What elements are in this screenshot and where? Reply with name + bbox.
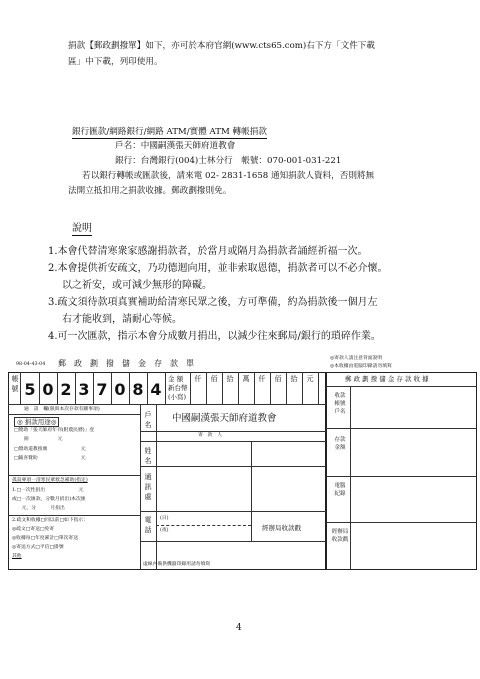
bank-header: 銀行匯款/網路銀行/網路 ATM/實體 ATM 轉帳捐款: [72, 127, 267, 137]
account-label: 帳號: [11, 375, 19, 393]
intro-line-2: 區」中下載，列印使用。: [68, 57, 163, 67]
receipt-line-4[interactable]: ◎寄送方式□平信□掛號: [12, 545, 64, 550]
account-digit: 2: [60, 380, 72, 399]
explain-item-2: 2.本會提供祈安疏文，乃功德迴向用，並非索取恩德，捐款者可以不必介懷。: [48, 263, 388, 274]
amount-unit: 仟: [194, 375, 202, 383]
machine-note: 虛線內備供機器印錄用請勿填寫: [143, 562, 211, 567]
name-label: 姓名: [144, 447, 152, 465]
right-notice-2: ◎本收據由電腦印錄請勿填寫: [330, 364, 392, 369]
amount-unit: 萬: [242, 375, 250, 383]
phone-night[interactable]: (夜): [160, 528, 169, 533]
receipt-line-2[interactable]: ◎疏文□寄送□免寄: [12, 527, 55, 532]
right-notice-1: ◎寄款人請注意背面說明: [330, 356, 383, 361]
page-number: 4: [236, 623, 242, 633]
form-code: 98-04-43-04: [16, 362, 46, 367]
receipt-field-account: 收款帳號戶名: [334, 393, 346, 415]
form-title: 郵 政 劃 撥 儲 金 存 款 單: [58, 359, 194, 368]
explain-title: 說明: [72, 223, 92, 234]
explain-item-1: 1.本會代替清寒衆家感謝捐款者，於當月或隔月為捐款者誦經祈福一次。: [48, 246, 368, 257]
account-digit: 4: [150, 380, 162, 399]
amount-unit: 元: [306, 375, 314, 383]
phone-day[interactable]: (日): [160, 516, 169, 521]
receipt-line-5[interactable]: 其他: [12, 554, 22, 559]
comm-label: 通 訊 欄(限與本次存款有關事項): [24, 407, 100, 412]
bank-account-line: 銀行：台灣銀行(004)士林分行 帳號：070-001-031-221: [115, 156, 342, 166]
amount-label: 金 額: [168, 375, 184, 383]
poor-relief-2[interactable]: 或□一次匯款，分數月捐出)本次匯: [12, 497, 86, 502]
account-digit: 3: [78, 380, 90, 399]
bank-note-2: 法開立抵扣用之捐款收據。郵政劃撥則免。: [68, 186, 232, 196]
amount-unit: 佰: [274, 375, 282, 383]
explain-item-2b: 以之祈安，或可減少無形的障礙。: [62, 280, 212, 291]
donation-option-3[interactable]: □隨喜贊助 元: [14, 456, 86, 461]
account-digit: 5: [24, 380, 36, 399]
explain-item-3: 3.疏文須待款項真實補助給清寒民眾之後，方可準備，約為捐款後一個月左: [48, 297, 378, 308]
poor-relief-3: 元，分 月捐出: [12, 506, 65, 511]
account-digit: 0: [114, 380, 126, 399]
donation-option-1b: 冊 元: [24, 437, 63, 442]
clerk-stamp-label: 經辦局收款戳: [262, 524, 301, 532]
receipt-title: 郵 政 劃 撥 儲 金 存 款 收 據: [345, 375, 429, 383]
account-digit: 7: [96, 380, 108, 399]
donation-title: ◎ 捐款用途◎: [14, 417, 59, 427]
receipt-line-1[interactable]: 2.疏文和收據□同以前□如下指示：: [12, 518, 89, 523]
explain-item-3b: 右才能收到，請耐心等候。: [62, 314, 182, 325]
poor-relief-title: 孤貧專項一清寒民眾救急補助(指定): [12, 478, 88, 483]
payee-label: 戶名: [144, 411, 152, 429]
bank-account-name: 戶名：中國嗣漢張天師府道教會: [115, 141, 236, 151]
amount-currency: 新台幣: [168, 384, 188, 392]
bank-note-1: 若以銀行轉帳或匯款後，請來電 02- 2831-1658 通知捐款人資料，否則將無: [82, 171, 375, 181]
amount-unit: 拾: [290, 375, 298, 383]
donation-option-2[interactable]: □贊助道教推廣 元: [14, 447, 86, 452]
intro-line-1: 捐款【郵政劃撥單】如下，亦可於本府官網(www.cts65.com)右下方「文件下載: [68, 41, 375, 51]
amount-note: (小寫): [168, 393, 187, 401]
receipt-field-amount: 存款金額: [334, 437, 346, 451]
explain-item-4: 4.可一次匯款，指示本會分成數月捐出，以減少往來郵局/銀行的瑣碎作業。: [48, 331, 381, 342]
payee-name: 中國嗣漢張天師府道教會: [172, 413, 277, 424]
phone-label: 電話: [144, 516, 152, 534]
donation-option-1[interactable]: □贊助「張天師府年刊(附農民曆)」壹: [14, 428, 95, 433]
account-digit: 0: [42, 380, 54, 399]
sender-label: 寄 款 人: [198, 433, 222, 438]
receipt-line-3[interactable]: ◎收據每□年度累計□單次寄送: [12, 536, 79, 541]
receipt-field-stamp: 經辦局收款戳: [331, 529, 349, 543]
receipt-field-record: 電腦紀錄: [334, 483, 346, 497]
amount-unit: 仟: [258, 375, 266, 383]
amount-unit: 拾: [226, 375, 234, 383]
account-digit: 8: [132, 380, 144, 399]
poor-relief-1[interactable]: 1.□一次性捐出 元: [12, 488, 84, 493]
address-label: 通訊處: [144, 473, 152, 501]
amount-unit: 佰: [210, 375, 218, 383]
